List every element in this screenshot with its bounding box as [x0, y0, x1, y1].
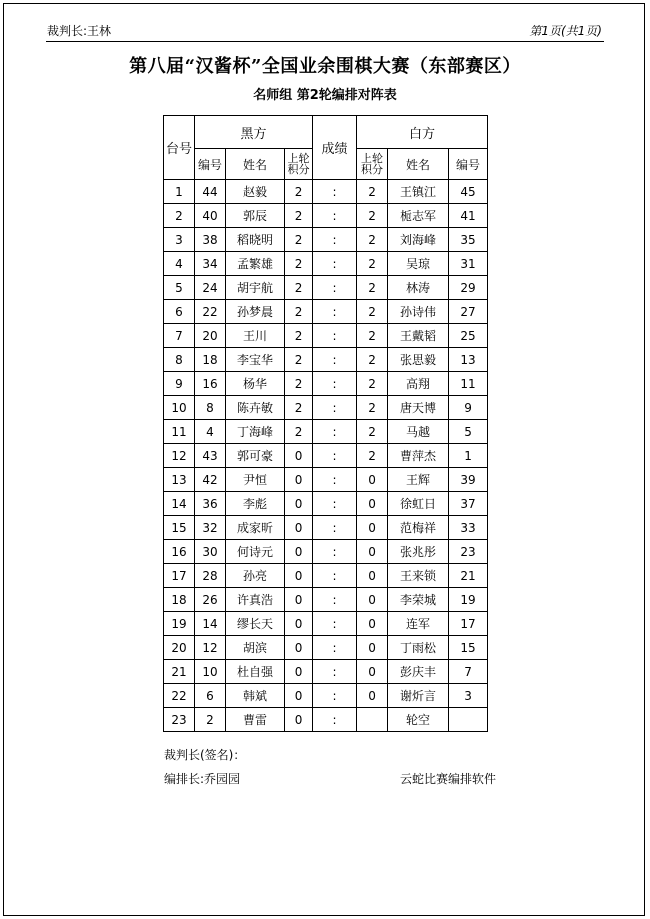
black-name-cell: 陈卉敏 [226, 396, 285, 420]
table-row [164, 540, 488, 564]
white-score-cell: 0 [357, 588, 388, 612]
white-number-cell: 5 [449, 420, 488, 444]
white-number-cell: 15 [449, 636, 488, 660]
white-score-cell: 0 [357, 468, 388, 492]
table-row [164, 588, 488, 612]
header-black: 黑方 [195, 116, 313, 149]
black-score-cell: 2 [285, 204, 313, 228]
black-name-cell: 丁海峰 [226, 420, 285, 444]
black-score-cell: 0 [285, 444, 313, 468]
table-row [164, 204, 488, 228]
white-number-cell: 37 [449, 492, 488, 516]
white-name-cell: 范梅祥 [388, 516, 449, 540]
white-name-cell: 吴琼 [388, 252, 449, 276]
table-row [164, 180, 488, 204]
table-no-cell: 19 [164, 612, 195, 636]
result-cell: : [313, 516, 357, 540]
white-score-cell: 2 [357, 228, 388, 252]
header-white: 白方 [357, 116, 488, 149]
white-name-cell: 张兆彤 [388, 540, 449, 564]
white-name-cell: 孙诗伟 [388, 300, 449, 324]
black-name-cell: 尹恒 [226, 468, 285, 492]
black-score-cell: 0 [285, 492, 313, 516]
table-no-cell: 4 [164, 252, 195, 276]
table-row [164, 372, 488, 396]
white-name-cell: 连军 [388, 612, 449, 636]
software-label: 云蛇比赛编排软件 [400, 772, 497, 786]
header-black-prev-score: 上轮 积分 [285, 149, 313, 180]
white-name-cell: 高翔 [388, 372, 449, 396]
page-info: 第1页(共1页) [529, 24, 602, 38]
black-number-cell: 44 [195, 180, 226, 204]
black-number-cell: 16 [195, 372, 226, 396]
result-cell: : [313, 492, 357, 516]
white-score-cell: 2 [357, 420, 388, 444]
result-cell: : [313, 372, 357, 396]
white-score-cell: 2 [357, 348, 388, 372]
black-name-cell: 韩斌 [226, 684, 285, 708]
table-row [164, 468, 488, 492]
white-name-cell: 刘海峰 [388, 228, 449, 252]
table-no-cell: 16 [164, 540, 195, 564]
black-name-cell: 李彪 [226, 492, 285, 516]
result-cell: : [313, 660, 357, 684]
white-score-cell: 2 [357, 252, 388, 276]
white-number-cell: 39 [449, 468, 488, 492]
result-cell: : [313, 612, 357, 636]
black-number-cell: 10 [195, 660, 226, 684]
black-score-cell: 0 [285, 564, 313, 588]
black-name-cell: 许真浩 [226, 588, 285, 612]
white-number-cell: 35 [449, 228, 488, 252]
table-row [164, 228, 488, 252]
table-no-cell: 2 [164, 204, 195, 228]
black-number-cell: 40 [195, 204, 226, 228]
white-name-cell: 轮空 [388, 708, 449, 732]
white-number-cell: 25 [449, 324, 488, 348]
white-score-cell: 2 [357, 396, 388, 420]
table-no-cell: 5 [164, 276, 195, 300]
white-score-cell: 2 [357, 204, 388, 228]
white-number-cell: 45 [449, 180, 488, 204]
table-row [164, 348, 488, 372]
white-number-cell [449, 708, 488, 732]
white-number-cell: 29 [449, 276, 488, 300]
black-score-cell: 0 [285, 660, 313, 684]
black-score-cell: 0 [285, 468, 313, 492]
result-cell: : [313, 684, 357, 708]
table-row [164, 420, 488, 444]
black-number-cell: 43 [195, 444, 226, 468]
white-score-cell: 2 [357, 300, 388, 324]
result-cell: : [313, 468, 357, 492]
white-number-cell: 21 [449, 564, 488, 588]
table-row [164, 300, 488, 324]
result-cell: : [313, 636, 357, 660]
black-name-cell: 郭可豪 [226, 444, 285, 468]
black-score-cell: 2 [285, 180, 313, 204]
white-number-cell: 19 [449, 588, 488, 612]
white-score-cell: 0 [357, 540, 388, 564]
black-score-cell: 0 [285, 612, 313, 636]
table-no-cell: 20 [164, 636, 195, 660]
result-cell: : [313, 180, 357, 204]
black-number-cell: 30 [195, 540, 226, 564]
white-name-cell: 曹萍杰 [388, 444, 449, 468]
black-name-cell: 孙梦晨 [226, 300, 285, 324]
black-score-cell: 0 [285, 516, 313, 540]
table-row [164, 516, 488, 540]
table-row [164, 708, 488, 732]
black-number-cell: 6 [195, 684, 226, 708]
black-name-cell: 成家昕 [226, 516, 285, 540]
table-row [164, 564, 488, 588]
table-row [164, 612, 488, 636]
result-cell: : [313, 300, 357, 324]
table-no-cell: 8 [164, 348, 195, 372]
white-name-cell: 张思毅 [388, 348, 449, 372]
white-number-cell: 41 [449, 204, 488, 228]
page-subtitle: 名师组 第2轮编排对阵表 [253, 88, 397, 103]
white-name-cell: 唐天博 [388, 396, 449, 420]
table-row [164, 252, 488, 276]
page-title: 第八届“汉酱杯”全国业余围棋大赛（东部赛区） [129, 56, 521, 77]
black-name-cell: 孙亮 [226, 564, 285, 588]
white-name-cell: 王来锁 [388, 564, 449, 588]
white-score-cell: 0 [357, 612, 388, 636]
result-cell: : [313, 252, 357, 276]
black-number-cell: 34 [195, 252, 226, 276]
white-number-cell: 11 [449, 372, 488, 396]
black-score-cell: 2 [285, 348, 313, 372]
header-result: 成绩 [313, 116, 357, 180]
white-number-cell: 17 [449, 612, 488, 636]
black-number-cell: 24 [195, 276, 226, 300]
white-score-cell: 2 [357, 372, 388, 396]
black-score-cell: 0 [285, 588, 313, 612]
black-number-cell: 36 [195, 492, 226, 516]
white-name-cell: 王辉 [388, 468, 449, 492]
result-cell: : [313, 708, 357, 732]
black-score-cell: 2 [285, 420, 313, 444]
table-row [164, 684, 488, 708]
table-no-cell: 7 [164, 324, 195, 348]
table-no-cell: 10 [164, 396, 195, 420]
result-cell: : [313, 324, 357, 348]
result-cell: : [313, 540, 357, 564]
black-name-cell: 胡宇航 [226, 276, 285, 300]
black-number-cell: 28 [195, 564, 226, 588]
white-score-cell: 0 [357, 492, 388, 516]
table-row [164, 444, 488, 468]
black-name-cell: 曹雷 [226, 708, 285, 732]
black-number-cell: 14 [195, 612, 226, 636]
pairing-table [163, 115, 488, 732]
white-number-cell: 13 [449, 348, 488, 372]
white-name-cell: 谢炘言 [388, 684, 449, 708]
table-no-cell: 3 [164, 228, 195, 252]
white-number-cell: 7 [449, 660, 488, 684]
black-name-cell: 胡滨 [226, 636, 285, 660]
black-score-cell: 2 [285, 396, 313, 420]
black-score-cell: 2 [285, 276, 313, 300]
header-black-name: 姓名 [226, 149, 285, 180]
table-row [164, 324, 488, 348]
table-no-cell: 1 [164, 180, 195, 204]
black-name-cell: 王川 [226, 324, 285, 348]
black-name-cell: 杜自强 [226, 660, 285, 684]
table-no-cell: 21 [164, 660, 195, 684]
white-score-cell: 0 [357, 684, 388, 708]
black-number-cell: 42 [195, 468, 226, 492]
black-number-cell: 8 [195, 396, 226, 420]
white-number-cell: 1 [449, 444, 488, 468]
header-white-number: 编号 [449, 149, 488, 180]
black-score-cell: 0 [285, 684, 313, 708]
result-cell: : [313, 444, 357, 468]
chief-signature-label: 裁判长(签名)： [164, 748, 246, 762]
result-cell: : [313, 228, 357, 252]
black-number-cell: 20 [195, 324, 226, 348]
black-number-cell: 12 [195, 636, 226, 660]
result-cell: : [313, 420, 357, 444]
table-no-cell: 6 [164, 300, 195, 324]
table-no-cell: 11 [164, 420, 195, 444]
table-no-cell: 13 [164, 468, 195, 492]
black-score-cell: 2 [285, 252, 313, 276]
white-score-cell: 2 [357, 324, 388, 348]
white-score-cell: 0 [357, 564, 388, 588]
table-no-cell: 22 [164, 684, 195, 708]
arranger-label: 编排长:乔园园 [164, 772, 241, 786]
table-row [164, 492, 488, 516]
white-name-cell: 徐虹日 [388, 492, 449, 516]
pairing-rows [164, 180, 488, 732]
header-white-prev-score: 上轮 积分 [357, 149, 388, 180]
table-no-cell: 9 [164, 372, 195, 396]
white-name-cell: 李荣城 [388, 588, 449, 612]
white-score-cell: 2 [357, 444, 388, 468]
chief-referee-header: 裁判长:王林 [47, 24, 112, 38]
black-score-cell: 2 [285, 372, 313, 396]
black-name-cell: 缪长天 [226, 612, 285, 636]
table-no-cell: 23 [164, 708, 195, 732]
black-name-cell: 孟繁雄 [226, 252, 285, 276]
black-score-cell: 2 [285, 228, 313, 252]
white-name-cell: 栀志军 [388, 204, 449, 228]
black-name-cell: 郭辰 [226, 204, 285, 228]
result-cell: : [313, 348, 357, 372]
white-score-cell: 2 [357, 180, 388, 204]
white-name-cell: 王镇江 [388, 180, 449, 204]
header-table-no: 台号 [164, 116, 195, 180]
black-score-cell: 0 [285, 540, 313, 564]
header-white-name: 姓名 [388, 149, 449, 180]
black-name-cell: 杨华 [226, 372, 285, 396]
black-number-cell: 2 [195, 708, 226, 732]
white-score-cell: 0 [357, 516, 388, 540]
black-name-cell: 稻晓明 [226, 228, 285, 252]
black-score-cell: 2 [285, 300, 313, 324]
black-number-cell: 26 [195, 588, 226, 612]
table-row [164, 636, 488, 660]
white-number-cell: 33 [449, 516, 488, 540]
black-score-cell: 0 [285, 636, 313, 660]
white-number-cell: 31 [449, 252, 488, 276]
result-cell: : [313, 276, 357, 300]
white-number-cell: 3 [449, 684, 488, 708]
table-row [164, 396, 488, 420]
black-number-cell: 18 [195, 348, 226, 372]
result-cell: : [313, 564, 357, 588]
black-score-cell: 0 [285, 708, 313, 732]
black-score-cell: 2 [285, 324, 313, 348]
white-score-cell: 2 [357, 276, 388, 300]
table-no-cell: 12 [164, 444, 195, 468]
table-no-cell: 17 [164, 564, 195, 588]
black-number-cell: 4 [195, 420, 226, 444]
white-number-cell: 23 [449, 540, 488, 564]
white-number-cell: 9 [449, 396, 488, 420]
black-number-cell: 22 [195, 300, 226, 324]
result-cell: : [313, 396, 357, 420]
white-name-cell: 王戴韬 [388, 324, 449, 348]
black-number-cell: 32 [195, 516, 226, 540]
white-score-cell: 0 [357, 660, 388, 684]
black-name-cell: 赵毅 [226, 180, 285, 204]
table-row [164, 276, 488, 300]
black-name-cell: 何诗元 [226, 540, 285, 564]
result-cell: : [313, 588, 357, 612]
black-name-cell: 李宝华 [226, 348, 285, 372]
result-cell: : [313, 204, 357, 228]
white-name-cell: 丁雨松 [388, 636, 449, 660]
table-no-cell: 18 [164, 588, 195, 612]
table-row [164, 660, 488, 684]
white-name-cell: 马越 [388, 420, 449, 444]
white-number-cell: 27 [449, 300, 488, 324]
white-name-cell: 彭庆丰 [388, 660, 449, 684]
header-divider [46, 41, 604, 42]
table-no-cell: 14 [164, 492, 195, 516]
table-no-cell: 15 [164, 516, 195, 540]
black-number-cell: 38 [195, 228, 226, 252]
header-black-number: 编号 [195, 149, 226, 180]
white-name-cell: 林涛 [388, 276, 449, 300]
white-score-cell: 0 [357, 636, 388, 660]
white-score-cell [357, 708, 388, 732]
